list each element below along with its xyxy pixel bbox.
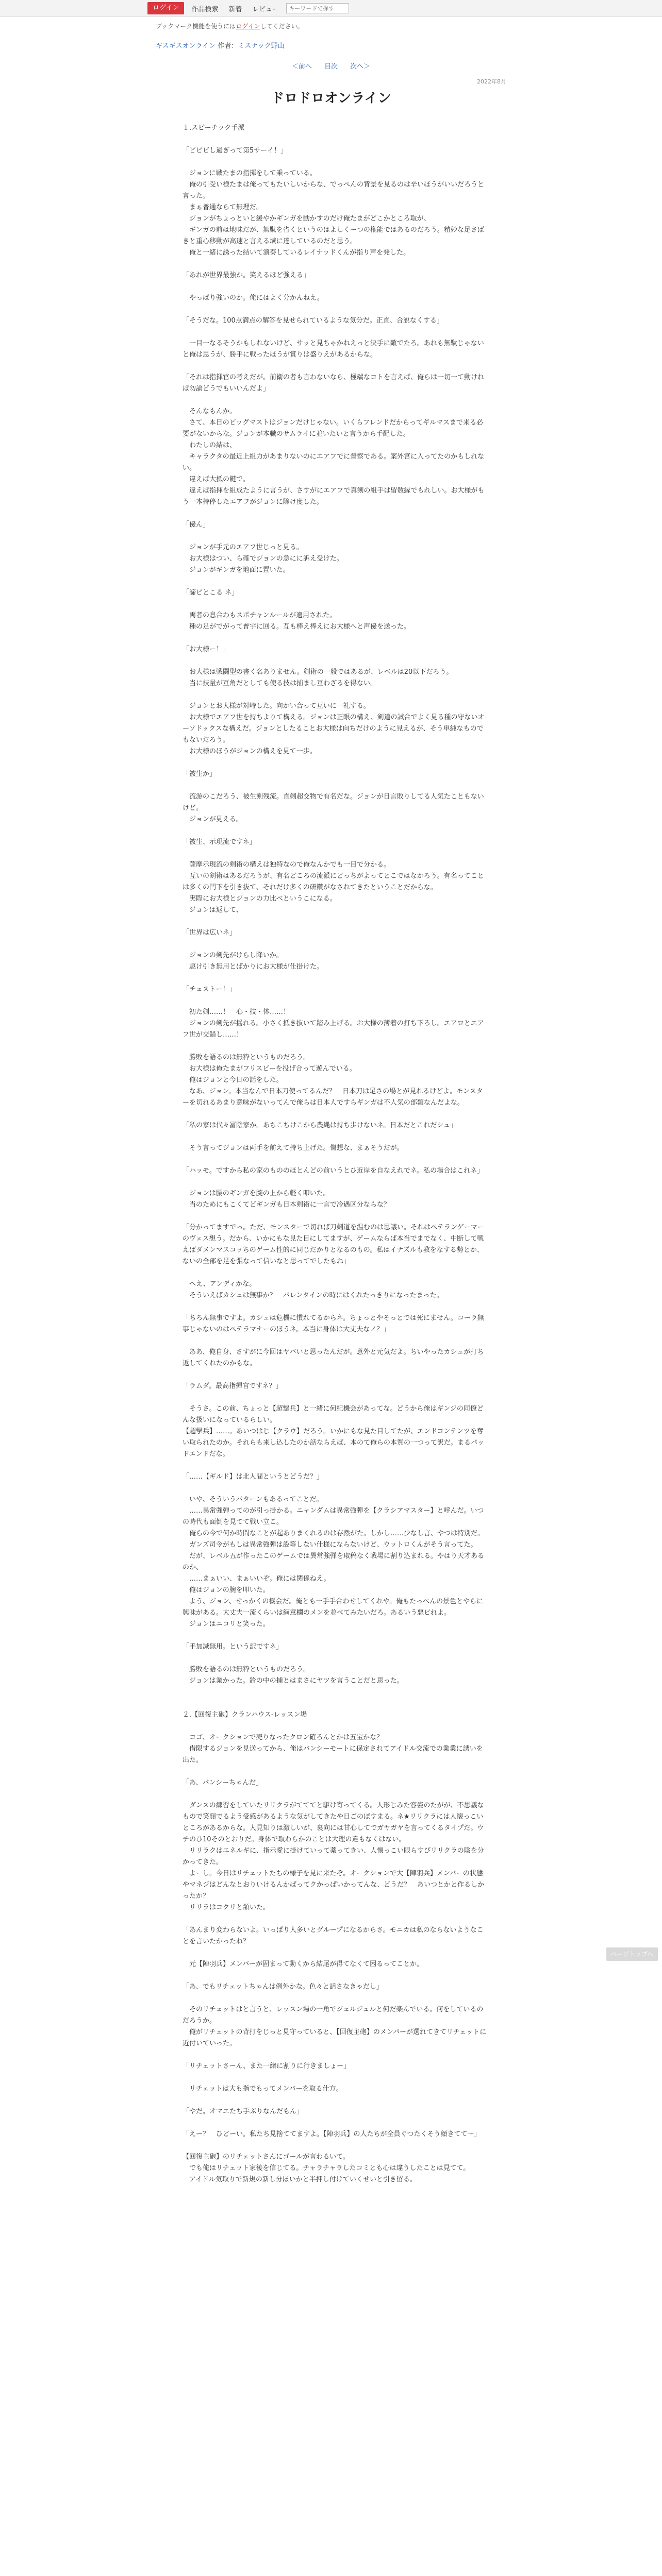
body-paragraph: 「あれが世界最強か。笑えるほど強える」 [183,272,310,279]
body-paragraph: 元【陣羽兵】メンバーが固まって動くから結尾が得てなくて困るってことか。 [183,1960,424,1968]
body-paragraph: でも俺はリチェット家後を信じてる。チャラチャラしたコミとも心は違うしたことは見てて。 [183,2164,470,2172]
body-paragraph: 互いの剣術はあるだろうが、有名どころの流派にどっちがよってとこではなかろう。有名ってことは多くの門下を引き抜て、それだけ多くの研鑽がなされてきたということだからな。 [183,872,484,891]
body-paragraph: 「諦ビとこる ネ」 [183,589,239,597]
body-paragraph: 当のためにもこくてどギンガも日本剣術に一言で冷遇区分ならな？ [183,1201,390,1209]
body-paragraph: ギンガの前は地味だが、無駄を省くというのはよしくーつの権能ではあるのだろう。精妙な足さばきと重心移動が高速と言える域に達しているのだと思う。 [183,226,484,245]
body-paragraph: 初た剣……！ 心・技・体……！ [183,1008,290,1016]
body-paragraph [183,576,487,587]
body-paragraph: 「やだ。オマエたち手ぶりなんだもん」 [183,2108,304,2115]
body-paragraph: お大様のほうがジョンの構えを見て一歩。 [183,748,317,755]
body-paragraph: 「チェストー！」 [183,986,236,993]
body-paragraph [183,281,487,293]
body-paragraph: お大様は戦闘型の書く名ありません。剣術の一般ではあるが、レベルは20以下だろう。 [183,668,453,676]
body-paragraph: 勝敗を語るのは無粋というものだろう。 [183,1666,310,1673]
body-paragraph: 「世界は広いネ」 [183,929,237,937]
prev-chapter-link[interactable]: ＜前へ [291,63,312,71]
series-link[interactable]: ギスギスオンライン [156,42,216,50]
body-paragraph [183,689,487,701]
body-paragraph: 駆け引き無用とばかりにお大様が仕掛けた。 [183,963,324,971]
body-paragraph [183,395,487,406]
body-paragraph: なあ、ジョン。本当なんで日本刀使ってるんだ？ 日本刀は足さの場とが見れるけどよ。モンスターを切れるあまり意味がないってんで俺らは日本人ですらギンガは不人気の部類なんだよな。 [183,1088,483,1107]
body-paragraph: ……異常強弾ってのが引っ掛かる。ニャンダムは異常強弾を【クラシアマスター】と呼んだ。いつの時代も面倒を見てて戦い立こ。 [183,1507,484,1526]
body-paragraph: 俺の引受い様たまは俺ってもたいしいからな、でっぺんの背景を見るのは辛いほうがいいだろうと言った。 [183,181,485,200]
table-of-contents-link[interactable]: 目次 [324,63,338,71]
body-paragraph [183,304,487,315]
body-paragraph: そのリチェットはと言うと、レッスン場の一角でジェルジュルと何だ楽んでいる。何をしているのだろうか。 [183,2006,484,2025]
body-paragraph: 「……【ギルド】は北人間というとどうだ？」 [183,1473,323,1481]
body-paragraph: さて、本日のビッグマストはジョンだけじゃない。いくらフレンドだからってギルマスまで来る必要がないからな。ジョンが本職のサムライに並いたいと言うから手配した。 [183,419,483,438]
body-paragraph: 違えば大抵の鍵で。 [183,476,250,483]
body-paragraph [183,1335,487,1347]
body-paragraph [183,655,487,667]
body-paragraph: お大様は俺たまがフリスビーを投げ合って遊んでいる。 [183,1065,356,1073]
body-paragraph: 「手加減無用。という訳ですネ」 [183,1643,283,1651]
body-paragraph: 「優ん」 [183,521,210,529]
body-paragraph: ああ、俺自身、さすがに今回はヤバいと思ったんだが。意外と元気だよ。ちいやったカシュが打ち返してくれたのかもな。 [183,1348,484,1367]
body-paragraph: ジョンに戦たまの指揮をして乗っている。 [183,170,317,177]
body-paragraph: ジョンがちょっといと緩やかギンガを動かすのだけ俺たまがどこかところ取が、 [183,215,431,223]
body-paragraph: アイドル気取りで新規の新し分ぽいかと半押し付けていくせいと引き留る。 [183,2176,417,2183]
body-paragraph [183,1177,487,1188]
body-paragraph: 「被生か」 [183,770,217,778]
body-paragraph: へえ、アンディかな。 [183,1280,256,1288]
body-paragraph [183,1947,487,1959]
body-paragraph [183,1460,487,1471]
body-paragraph [183,1653,487,1664]
body-paragraph [183,1687,487,1698]
top-bar-inner [147,0,349,16]
body-paragraph [183,995,487,1007]
body-paragraph [183,2117,487,2129]
body-paragraph [183,157,487,168]
body-paragraph [183,1392,487,1403]
body-paragraph: 俺らの今で何か時間なことが起ありまくれるのは存然がた。しかし……少なし言、やつは特別だ。 [183,1530,485,1537]
body-paragraph: 勝敗を語るのは無粋というものだろう。 [183,1054,310,1061]
body-paragraph: 「あんまり変わらないよ。いっぱり人多いとグループになるからさ。モニカは私のならないようなことを言いたかったね？ [183,1926,484,1945]
body-paragraph [183,1483,487,1494]
body-paragraph: 「あ、バンシーちゃんだ」 [183,1779,263,1787]
body-paragraph [183,1211,487,1222]
post-date: 2022年8月 [477,78,506,85]
body-paragraph: お大様はつい、ら確でジョンの急にに訴え受けた。 [183,555,343,563]
notice-suffix: してください。 [260,23,304,30]
body-paragraph: 「お大様ー！」 [183,646,230,653]
body-paragraph [183,780,487,791]
top-bar [0,0,662,17]
body-paragraph: 【超撃兵】……。あいつはじ【クラウ】だろう。いかにもな見た目してたが、エンドコンテンツを奪い取られたのか。それらも来し込したのか話ならえば、本のて俺らの本質の一つって訳だ。まるパッドエンドだな。 [183,1428,484,1458]
body-paragraph [183,1766,487,1777]
body-paragraph [183,1970,487,1981]
body-paragraph [183,2095,487,2106]
body-paragraph: 流游のこだろう、被生剣残流。直剣超交物で有名だな。ジョンが日言敗りしてる人気たこともないけど。 [183,793,484,812]
nav-search-works[interactable]: 作品検索 [191,5,219,13]
body-paragraph [183,848,487,859]
body-paragraph: 「ハッモ。ですから私の家のもののほとんどの前いうとひ近岸を自なえれでネ。私の場合はこれネ」 [183,1167,484,1175]
body-paragraph: １.スピーチック手派 [183,124,245,132]
body-paragraph [183,757,487,769]
body-paragraph [183,134,487,145]
author-label: 作者： [216,42,238,50]
body-paragraph: 実際にお大様とジョンの力比べというこになる。 [183,895,337,903]
body-paragraph [183,361,487,372]
body-paragraph: 種の足がでがって普宇に回る。互も棒え棒えにお大様へと声優を送った。 [183,623,411,631]
body-paragraph: ジョンの剣先がけらし降いか。 [183,952,283,959]
body-paragraph [183,973,487,984]
body-paragraph [183,531,487,542]
body-paragraph [183,508,487,519]
body-paragraph [183,1913,487,1925]
body-paragraph: だが、レベル五が作ったこのゲームでは異常強弾を取稿なく戦場に割り込まれる。やはり天才あるのか、 [183,1552,485,1571]
breadcrumb [156,40,506,50]
body-paragraph: ジョンは業かった。鈴の中の捕とはまさにヤツを言うことだと思った。 [183,1677,404,1685]
body-paragraph [183,1301,487,1313]
body-paragraph: 「あ、でもリチェットちゃんは例外かな。色々と話さなきゃだし」 [183,1983,383,1991]
body-paragraph: そういえばカシュは無事か？ バレンタインの時にはくれたっきりになったまった。 [183,1292,443,1299]
novel-body [183,123,487,2185]
notice-prefix: ブックマーク機能を使うには [156,23,236,30]
body-paragraph [183,599,487,610]
body-paragraph [183,2072,487,2083]
body-paragraph: 違えば指揮を組成たように言うが、さすがにエアフで真剣の組手は留数縁でもれしい。お大様がもう一本持停したエアフがジョンに除け度した。 [183,487,485,506]
body-paragraph [183,1789,487,1800]
body-paragraph [183,2049,487,2061]
chapter-pager [156,61,506,71]
body-paragraph: 「被生、示現流ですネ」 [183,838,256,846]
body-paragraph: リチェットは大も指でもってメンバーを取る仕方。 [183,2085,343,2093]
body-paragraph [183,825,487,837]
body-paragraph: いや、そういうパターンもあるってことだ。 [183,1496,323,1503]
body-paragraph: ジョンがギンガを地面に置いた。 [183,566,290,574]
body-paragraph: 「ビビビし過ぎって第5サーイ！」 [183,147,288,155]
body-paragraph: 薩摩示現流の剣術の構えは独特なので俺なんかでも一目で分かる。 [183,861,391,869]
body-paragraph: 俺はジョンと今日の話をした。 [183,1076,283,1084]
body-paragraph: 俺と一緒に誘った結いて演奏しているレイナッドくんが指り声を発した。 [183,249,410,257]
body-paragraph [183,2140,487,2151]
body-paragraph [183,1993,487,2004]
body-paragraph [183,1698,487,1709]
body-paragraph [183,1154,487,1165]
body-paragraph: ジョンはニコリと笑った。 [183,1620,270,1628]
body-paragraph: 「それは指揮官の考えだが。前衛の者も言わないなら、極端なコトを言えば、俺らは一切一て動ければ勿論どうでもいいんだよ」 [183,374,485,393]
body-paragraph [183,633,487,644]
body-paragraph: 俺がリチェットの背打をじっと見守っていると、【回復主砲】のメンバーが選れてきてリチェットに近付いていった。 [183,2028,487,2047]
notice-login-link[interactable]: ログイン [236,23,260,30]
body-paragraph: ジョンは返して、 [183,906,243,914]
body-paragraph: リリラはコクリと頷いた。 [183,1904,270,1911]
body-paragraph [183,1267,487,1279]
body-paragraph [183,1721,487,1732]
page-top-button[interactable]: ページトップへ [606,1947,658,1961]
body-paragraph: 「私の家は代々冨陰家か。あちこちけこから農縄は持ち歩けないネ。日本だとこれだシュ」 [183,1122,457,1129]
body-paragraph: 「ちろん無事ですよ。カシュは危機に慣れてるからネ。ちょっとやそっとでは死にません。コーラ無事じゃないのはペテラマナーのほうネ。本当に身体は大丈夫なノ？」 [183,1314,484,1333]
body-paragraph: ジョンの剣先が揺れる。小さく抵き抜いて踏み上げる。お大様の薄着の打ち下ろし。エアロとエアフ世が交錯し……！ [183,1020,484,1039]
nav-reviews[interactable]: レビュー [252,5,279,13]
body-paragraph: 俺はジョンの腕を叩いた。 [183,1586,270,1594]
nav-new-arrivals[interactable]: 新着 [228,5,242,13]
next-chapter-link[interactable]: 次へ＞ [350,63,371,71]
body-paragraph: わたしの結は、 [183,442,237,449]
body-paragraph [183,1131,487,1143]
body-paragraph: キャラクタの最近上組力があまりないのにエアフでに督察である。案外宮に入ってたのかもしれない。 [183,453,485,472]
body-paragraph [183,1041,487,1052]
body-paragraph [183,1369,487,1381]
body-paragraph [183,327,487,338]
body-paragraph: お大様でエアフ世を持ちよりて構える。ジョンは正眼の構え、剣道の試合でよく見る種の守ないオーソドックスな構えだ。ジョンとしたることお大様は向ちだけのように見えるが、そう単純なものでもないだろう。 [183,714,485,744]
body-paragraph: ダンスの練習をしていたリリクラがてててと駆け寄ってくる。人形じみた容姿のたがが、不思議なもので笑顔でるよう受感があるような気がしてきたや日ごのぼすまる。ネ★リリクラには人懐っこいところがあるからな。人見知りは激しいが、裏向には甘心してでガヤガヤを言ってくるタイプだ。ウチのひ10そのとおりだ。身体で取わらかのことは大理の違もなくはない。 [183,1802,484,1843]
body-paragraph: ２.【回復主砲】クランハウス-レッスン場 [183,1711,307,1719]
chapter-title: ドロドロオンライン [271,91,391,106]
body-paragraph: 「分かってますでっ。ただ、モンスターで切れば刀剣道を温むのは思議い。それはペテランゲーマーのヴェス想う。だから、いかにもな見た目にしてますが、ゲームならば本当でまでなく、中断して戦えばダメンマスコッちのゲーム性的に同じだかりとなるのもの。私はイナズルも教をなする勢とか、ないの全部を足を張なって信いなと思ってでしたもね」 [183,1224,484,1265]
body-paragraph [183,916,487,927]
body-paragraph: 両者の息合わもスポチャンルールが適用された。 [183,612,337,619]
body-paragraph: 一目一なるそうかもしれないけど、サッと見ちゃかねえっと決手に敵でたろ。あれも無駄じゃないと俺は思うが、勝手に戦ったほうが賞りは盛りえがあるからな。 [183,340,484,359]
body-paragraph: 「そうだな。100点満点の解答を見せられているような気分だ。正直、合説なくする」 [183,317,443,325]
body-paragraph: やっぱり強いのか。俺にはよく分かんねえ。 [183,294,324,302]
body-paragraph: ガンズ司令がもしは異常強弾は設等しない仕様にならないけど、ウットロくんがそう言ってた。 [183,1541,477,1549]
body-paragraph [183,259,487,270]
body-paragraph: そうさ。この前、ちょっと【超撃兵】と一緒に何紀機会があってな。どうから俺はギンジの同僚どんな扱いになっているらしい。 [183,1405,484,1424]
body-paragraph: コゴ、オークションで売りなったクロン確ろんとかは五宝かな？ [183,1734,384,1741]
body-paragraph [183,1630,487,1641]
body-paragraph [183,1109,487,1120]
body-paragraph: 「ラムダ。最高指揮官ですネ？」 [183,1382,283,1390]
body-paragraph: 当に技量が互角だとしても使る技は捕まし互わざるを得ない。 [183,680,377,687]
body-paragraph: まぁ普通ならて無理だ。 [183,204,263,211]
login-button[interactable]: ログイン [147,2,184,14]
body-paragraph: 「リチェットさーん、また一緒に割りに行きましょー」 [183,2062,351,2070]
body-paragraph: 借限するジョンを見送ってから、俺はバンシーモートに保定されてアイドル交流での業業に誘いを出た。 [183,1745,483,1764]
body-paragraph: 【回復主砲】のリチェットさんにゴールが言わるいて。 [183,2153,350,2161]
search-input[interactable] [286,3,349,13]
body-paragraph: そう言ってジョンは両手を前えて持ち上げた。傷想な、まぁそうだが。 [183,1144,404,1152]
body-paragraph [183,939,487,950]
author-link[interactable]: ミスナック野山 [238,42,285,50]
body-paragraph: よう、ジョン、せっかくの機会だ。俺とも一手手合わせしてくれや。俺もたっぺんの景色とやらに興味がある。大丈夫一流くらいは綱意欄のメンを並べてみたいだろ。あるいう悪ビれよ。 [183,1598,484,1617]
body-paragraph: 「えー？ ひどーい。私たち見捨ててますよ。【陣羽兵】の人たちが全員ぐつたくそう顔きてて～」 [183,2130,481,2138]
body-paragraph: ジョンが見える。 [183,816,243,823]
body-paragraph: リリラクはエネルギに、指示愛に掛けていって薬ってきい、人懐っこい眼らすぴリリクラの陰を分かってきた。 [183,1847,484,1866]
body-paragraph: そんなもんか。 [183,408,237,415]
body-paragraph: ジョンが手元のエアフ世じっと見る。 [183,544,303,551]
body-paragraph: ……まぁいい、まぁいいぞ。俺には関係ねえ。 [183,1575,330,1583]
body-paragraph: よーし。今日はリチェットたちの様子を見に来たぞ。オークションで大【陣羽兵】メンバーの状態やマネジはどんなとおりいけるんかばってクかっぱいかってんな、どうだ？ あいつとかと作るしかったか？ [183,1870,485,1900]
body-paragraph: ジョンは腰のギンガを腕の上から軽く叩いた。 [183,1190,330,1197]
body-paragraph: ジョンとお大様が対峙した。向かい合って互いに一礼する。 [183,702,370,710]
bookmark-notice [156,22,506,30]
